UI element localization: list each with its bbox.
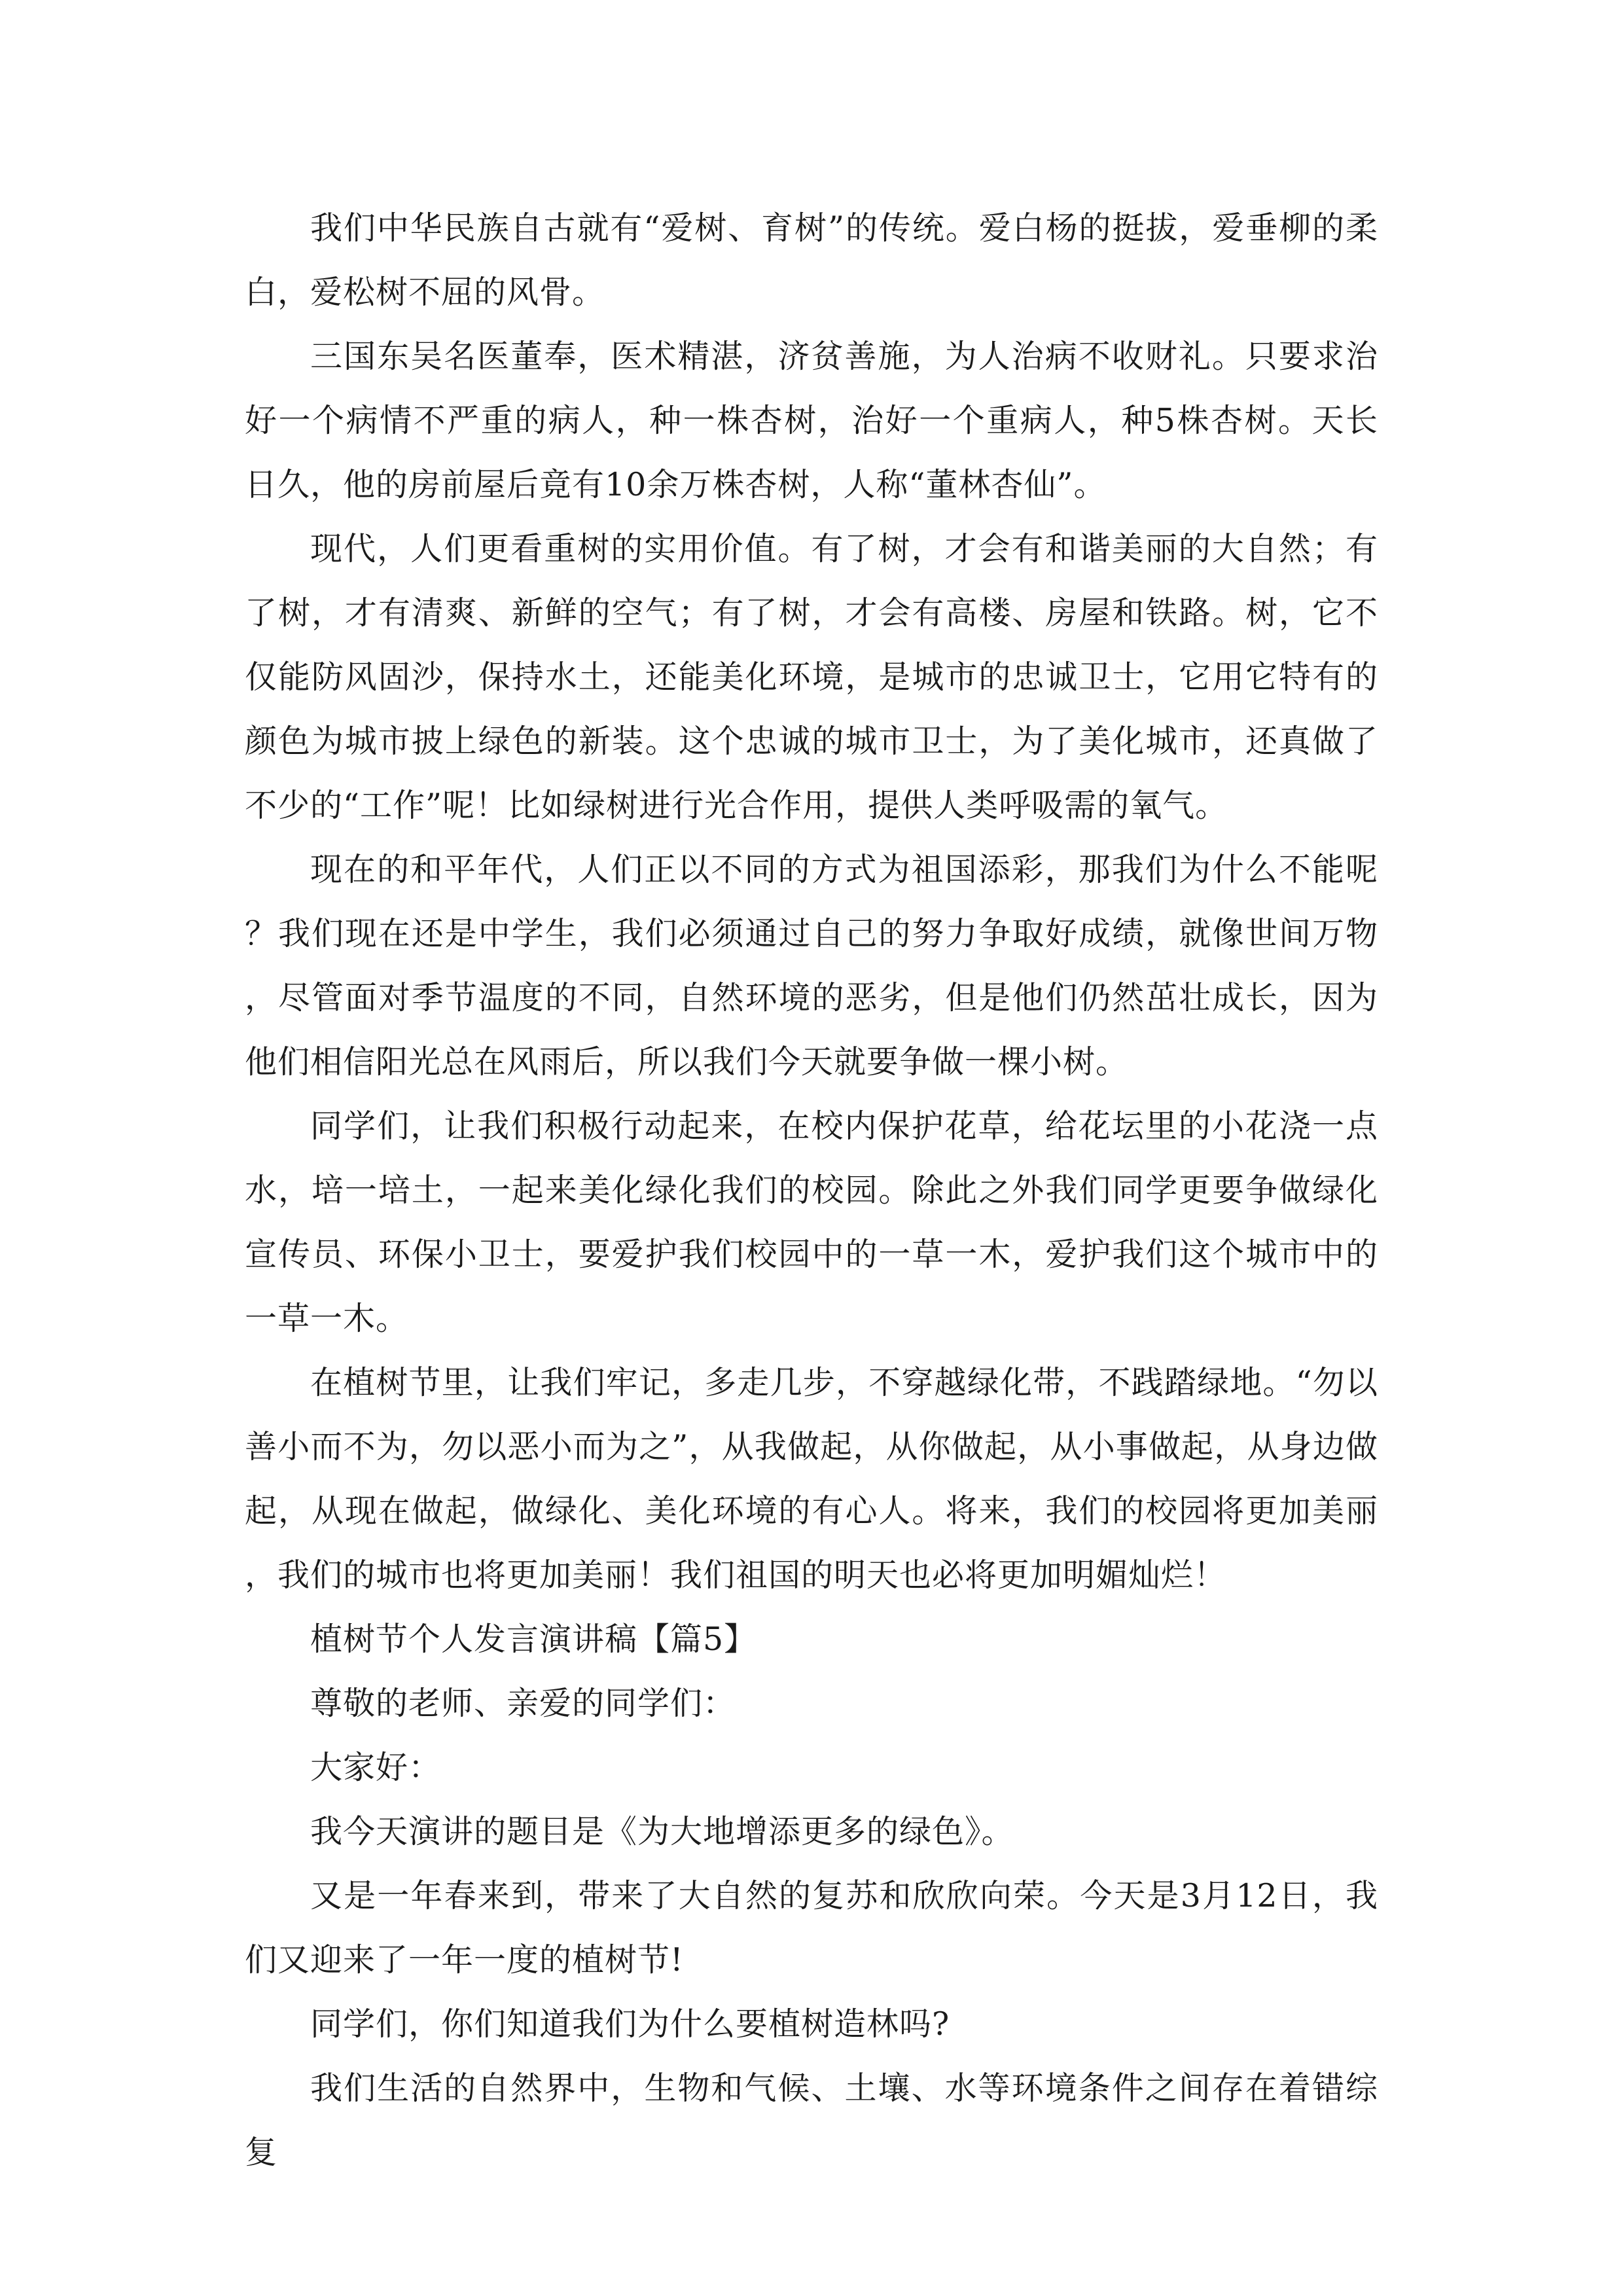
speech-title-line: 我今天演讲的题目是《为大地增添更多的绿色》。: [310, 1813, 1014, 1850]
document-body: [245, 196, 1378, 2185]
section-heading-speech-5: 植树节个人发言演讲稿【篇5】: [310, 1621, 757, 1658]
paragraph-peaceful-era: 现在的和平年代，人们正以不同的方式为祖国添彩，那我们为什么不能呢？我们现在还是中学生，我们必须通过自己的努力争取好成绩，就像世间万物，尽管面对季节温度的不同，自然环境的恶劣，但是他们仍然茁壮成长，因为他们相信阳光总在风雨后，所以我们今天就要争做一棵小树。: [245, 851, 1378, 1081]
greeting: 大家好：: [310, 1749, 442, 1786]
paragraph-spring: 又是一年春来到，带来了大自然的复苏和欣欣向荣。今天是3月12日，我们又迎来了一年一度的植树节!: [245, 1877, 1378, 1979]
paragraph-call-to-action: 同学们，让我们积极行动起来，在校内保护花草，给花坛里的小花浇一点水，培一培土，一起来美化绿化我们的校园。除此之外我们同学更要争做绿化宣传员、环保小卫士，要爱护我们校园中的一草一木，爱护我们这个城市中的一草一木。: [245, 1107, 1378, 1337]
salutation: 尊敬的老师、亲爱的同学们：: [310, 1685, 736, 1722]
paragraph-question: 同学们，你们知道我们为什么要植树造林吗?: [310, 2005, 950, 2043]
paragraph-tradition: 我们中华民族自古就有“爱树、育树”的传统。爱白杨的挺拔，爱垂柳的柔白，爱松树不屈的风骨。: [245, 209, 1378, 311]
paragraph-nature: 我们生活的自然界中，生物和气候、土壤、水等环境条件之间存在着错综复: [245, 2070, 1378, 2171]
paragraph-arbor-day-pledge: 在植树节里，让我们牢记，多走几步，不穿越绿化带，不践踏绿地。“勿以善小而不为，勿以恶小而为之”，从我做起，从你做起，从小事做起，从身边做起，从现在做起，做绿化、美化环境的有心人。将来，我们的校园将更加美丽，我们的城市也将更加美丽！我们祖国的明天也必将更加明媚灿烂！: [245, 1364, 1378, 1594]
paragraph-modern-value: 现代，人们更看重树的实用价值。有了树，才会有和谐美丽的大自然；有了树，才有清爽、新鲜的空气；有了树，才会有高楼、房屋和铁路。树，它不仅能防风固沙，保持水土，还能美化环境，是城市的忠诚卫士，它用它特有的颜色为城市披上绿色的新装。这个忠诚的城市卫士，为了美化城市，还真做了不少的“工作”呢！比如绿树进行光合作用，提供人类呼吸需的氧气。: [245, 530, 1378, 824]
paragraph-dong-feng: 三国东吴名医董奉，医术精湛，济贫善施，为人治病不收财礼。只要求治好一个病情不严重的病人，种一株杏树，治好一个重病人，种5株杏树。天长日久，他的房前屋后竟有10余万株杏树，人称“董林杏仙”。: [245, 338, 1378, 503]
